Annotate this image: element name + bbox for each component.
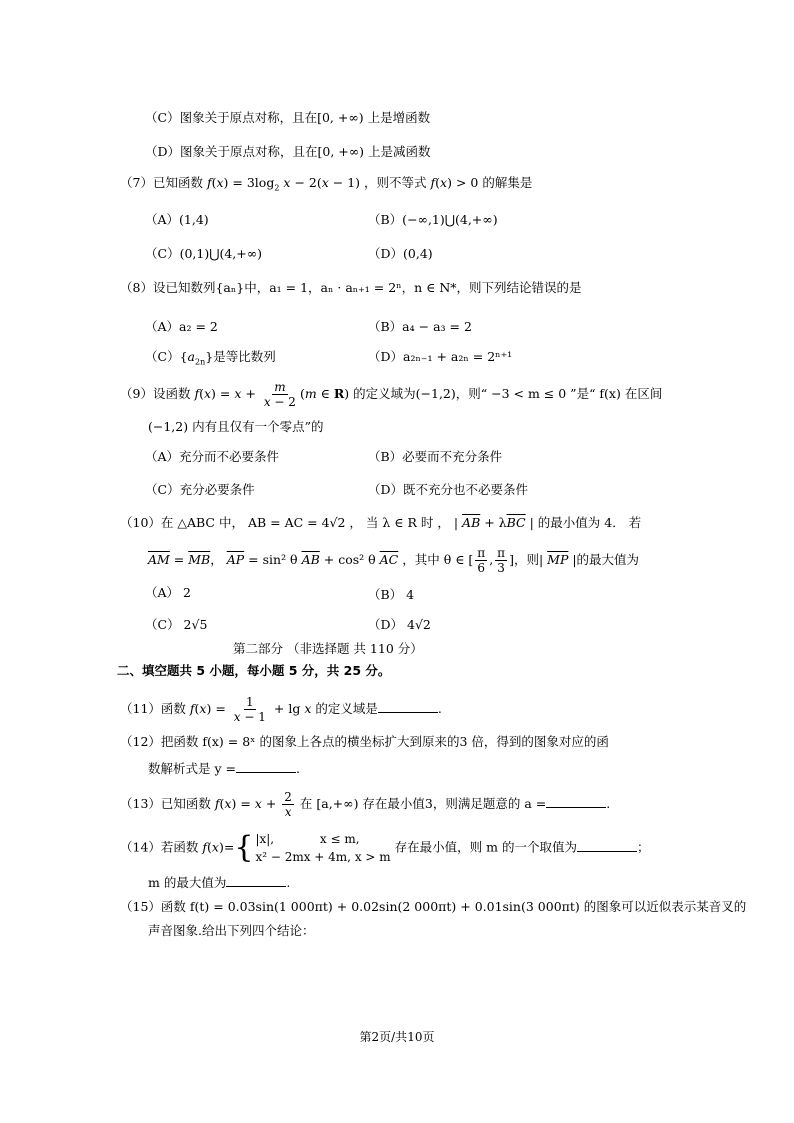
- part-two-heading: 第二部分 （非选择题 共 110 分）: [233, 641, 423, 656]
- q7-function: f: [206, 175, 212, 190]
- page-footer: 第2页/共10页: [359, 1030, 435, 1044]
- q10-option-a: （A） 2: [145, 585, 191, 600]
- option-d-prev: （D）图象关于原点对称，且在[0, +∞) 上是减函数: [145, 144, 431, 159]
- section-two-heading: 二、填空题共 5 小题，每小题 5 分，共 25 分。: [117, 663, 391, 678]
- q10-line-2: $\overline{AM} = \overline{MB}$， $\overline{AP} = \sin^2$ θ $\overline{AB} + \cos^2$ θ $\overline{AC}$ ，其中 θ ∈ [ $\frac{\pi}{6}$ , $\frac{\pi}{3}$ ]，则| $\overline{MP}$ |的最大值为: [148, 546, 640, 575]
- q13-answer-blank[interactable]: [546, 795, 606, 808]
- question-12: （12）把函数 f(x) = 8ˣ 的图象上各点的横坐标扩大到原来的3 倍，得到的图象对应的函: [120, 734, 609, 749]
- q9-line-2: (−1,2) 内有且仅有一个零点”的: [148, 419, 324, 434]
- q9-option-b: （B）必要而不充分条件: [368, 449, 503, 464]
- q14-line-2: m 的最大值为 .: [148, 875, 291, 890]
- q12-line-2: 数解析式是 y = .: [148, 761, 300, 776]
- q14-answer-blank-2[interactable]: [226, 874, 286, 887]
- question-9: （9）设函数 f(x) = x + $\frac{m}{x - 2}$ (m ∈ R) 的定义域为(−1,2)，则“ −3 < m ≤ 0 ”是“ f(x) 在区间: [120, 380, 663, 409]
- q11-answer-blank[interactable]: [378, 700, 438, 713]
- question-14: （14）若函数 f(x)= { |x|, x ≤ m, x² − 2mx + 4m, x > m 存在最小值，则 m 的一个取值为 ；: [120, 830, 650, 865]
- q7-option-a: （A）(1,4): [145, 212, 209, 227]
- q14-answer-blank-1[interactable]: [577, 839, 637, 852]
- q8-option-b: （B）a₄ − a₃ = 2: [368, 319, 472, 334]
- q10-option-d: （D） 4√2: [368, 617, 431, 632]
- q7-option-b: （B）(−∞,1)⋃(4,+∞): [368, 212, 498, 227]
- q15-line-2: 声音图象.给出下列四个结论：: [148, 923, 315, 938]
- q9-option-a: （A）充分而不必要条件: [145, 449, 280, 464]
- question-10: （10）在 △ABC 中， AB = AC = 4√2 ， 当 λ ∈ R 时 ， | $\overline{AB} + \lambda\overline{BC}$ | 的最小值为 4． 若: [120, 515, 642, 530]
- q10-option-c: （C） 2√5: [145, 617, 208, 632]
- q9-option-c: （C）充分必要条件: [145, 482, 255, 497]
- question-7: （7）已知函数 $f(x) = 3\log_2$ x − 2(x − 1) ，则不等式 f(x) > 0 的解集是: [120, 175, 533, 193]
- q7-option-d: （D）(0,4): [368, 246, 433, 261]
- question-8: （8）设已知数列{aₙ}中，a₁ = 1，aₙ · aₙ₊₁ = 2ⁿ，n ∈ N*，则下列结论错误的是: [120, 280, 582, 295]
- q10-option-b: （B） 4: [368, 587, 415, 602]
- question-11: （11）函数 f(x) = $\frac{1}{x - 1}$ + lg x 的定义域是 .: [120, 695, 442, 724]
- question-15: （15）函数 f(t) = 0.03sin(1 000πt) + 0.02sin(2 000πt) + 0.01sin(3 000πt) 的图象可以近似表示某音叉的: [120, 899, 747, 914]
- q9-option-d: （D）既不充分也不必要条件: [368, 482, 529, 497]
- q8-option-d: （D）a₂ₙ₋₁ + a₂ₙ = 2ⁿ⁺¹: [368, 349, 513, 364]
- q7-option-c: （C）(0,1)⋃(4,+∞): [145, 246, 263, 261]
- question-13: （13）已知函数 f(x) = x + $\frac{2}{x}$ 在 [a,+∞) 存在最小值3，则满足题意的 a = .: [120, 790, 611, 819]
- q12-answer-blank[interactable]: [236, 760, 296, 773]
- q8-option-a: （A）a₂ = 2: [145, 319, 218, 334]
- option-c-prev: （C）图象关于原点对称，且在[0, +∞) 上是增函数: [145, 110, 431, 125]
- q8-option-c: $(C)\{a_{2n}\}$是等比数列: [145, 349, 276, 367]
